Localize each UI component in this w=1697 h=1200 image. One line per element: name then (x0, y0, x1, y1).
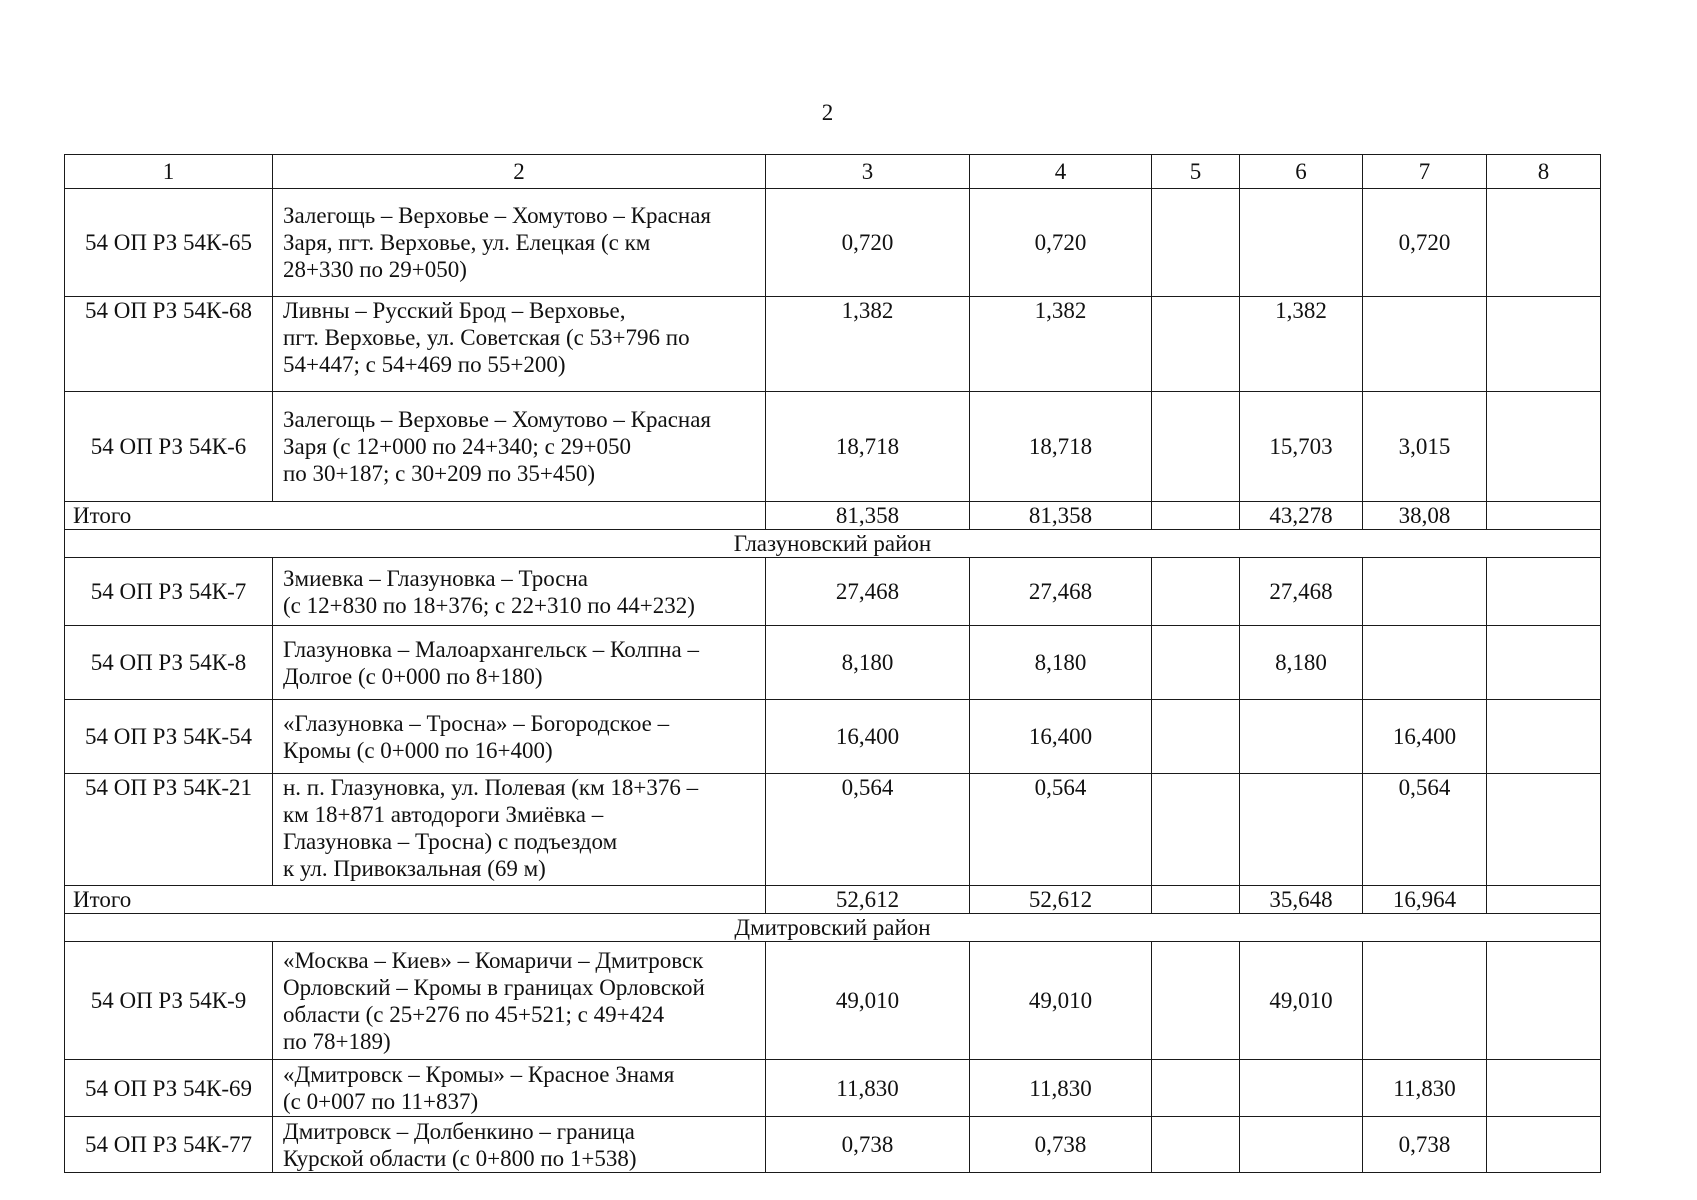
column-header: 8 (1487, 155, 1601, 189)
cell-col4: 0,738 (970, 1117, 1152, 1173)
table-row (65, 189, 1601, 297)
cell-col3: 81,358 (766, 502, 970, 530)
table-header-row (65, 155, 1601, 189)
road-name-line: Долгое (с 0+000 по 8+180) (283, 663, 543, 689)
road-name-line: н. п. Глазуновка, ул. Полевая (км 18+376 – (283, 775, 699, 800)
cell-col6 (1240, 1117, 1363, 1173)
cell-col8 (1487, 942, 1601, 1060)
cell-col7: 0,720 (1363, 189, 1487, 297)
cell-col7: 16,400 (1363, 700, 1487, 774)
road-name (273, 700, 766, 774)
cell-col6: 27,468 (1240, 558, 1363, 626)
cell-col5 (1152, 886, 1240, 914)
cell-col4: 1,382 (970, 297, 1152, 392)
road-code: 54 ОП РЗ 54К-8 (65, 626, 273, 700)
cell-col6 (1240, 700, 1363, 774)
cell-col5 (1152, 774, 1240, 886)
cell-col3: 0,738 (766, 1117, 970, 1173)
cell-col6: 49,010 (1240, 942, 1363, 1060)
cell-col4: 52,612 (970, 886, 1152, 914)
road-name (273, 942, 766, 1060)
cell-col5 (1152, 502, 1240, 530)
cell-col8 (1487, 774, 1601, 886)
road-name (273, 774, 766, 886)
section-row (65, 530, 1601, 558)
road-name (273, 297, 766, 392)
road-code: 54 ОП РЗ 54К-69 (65, 1060, 273, 1117)
cell-col4: 49,010 (970, 942, 1152, 1060)
road-name-line: Заря, пгт. Верховье, ул. Елецкая (с км (283, 230, 651, 255)
road-name (273, 1060, 766, 1117)
cell-col4: 0,564 (970, 774, 1152, 886)
cell-col5 (1152, 626, 1240, 700)
cell-col4: 81,358 (970, 502, 1152, 530)
road-name-line: Курской области (с 0+800 по 1+538) (283, 1145, 637, 1171)
cell-col3: 16,400 (766, 700, 970, 774)
cell-col4: 8,180 (970, 626, 1152, 700)
cell-col7: 0,738 (1363, 1117, 1487, 1173)
cell-col8 (1487, 700, 1601, 774)
cell-col3: 27,468 (766, 558, 970, 626)
section-title: Дмитровский район (65, 914, 1601, 942)
cell-col5 (1152, 1117, 1240, 1173)
cell-col8 (1487, 297, 1601, 392)
cell-col6: 15,703 (1240, 392, 1363, 502)
cell-col7 (1363, 297, 1487, 392)
column-header: 7 (1363, 155, 1487, 189)
road-name-line: Ливны – Русский Брод – Верховье, (283, 298, 626, 323)
cell-col8 (1487, 392, 1601, 502)
total-label: Итого (65, 502, 766, 530)
road-name-line: «Глазуновка – Тросна» – Богородское – (283, 710, 670, 736)
cell-col5 (1152, 1060, 1240, 1117)
cell-col5 (1152, 189, 1240, 297)
cell-col7 (1363, 558, 1487, 626)
cell-col4: 0,720 (970, 189, 1152, 297)
road-name-line: 28+330 по 29+050) (283, 257, 467, 282)
column-header: 2 (273, 155, 766, 189)
total-row (65, 886, 1601, 914)
road-name-line: Залегощь – Верховье – Хомутово – Красная (283, 407, 711, 432)
road-code: 54 ОП РЗ 54К-9 (65, 942, 273, 1060)
cell-col7: 0,564 (1363, 774, 1487, 886)
road-name (273, 558, 766, 626)
column-header: 6 (1240, 155, 1363, 189)
road-code: 54 ОП РЗ 54К-68 (65, 297, 273, 392)
road-code: 54 ОП РЗ 54К-7 (65, 558, 273, 626)
roads-table (64, 154, 1601, 1173)
road-name (273, 626, 766, 700)
cell-col3: 11,830 (766, 1060, 970, 1117)
cell-col6 (1240, 1060, 1363, 1117)
cell-col6: 1,382 (1240, 297, 1363, 392)
table-row (65, 700, 1601, 774)
cell-col6: 8,180 (1240, 626, 1363, 700)
road-code: 54 ОП РЗ 54К-65 (65, 189, 273, 297)
road-code: 54 ОП РЗ 54К-21 (65, 774, 273, 886)
section-row (65, 914, 1601, 942)
cell-col4: 27,468 (970, 558, 1152, 626)
cell-col3: 0,564 (766, 774, 970, 886)
road-name-line: по 30+187; с 30+209 по 35+450) (283, 461, 596, 486)
column-header: 3 (766, 155, 970, 189)
column-header: 5 (1152, 155, 1240, 189)
table-row (65, 297, 1601, 392)
cell-col5 (1152, 297, 1240, 392)
cell-col7 (1363, 942, 1487, 1060)
cell-col5 (1152, 558, 1240, 626)
road-name (273, 1117, 766, 1173)
table-row (65, 1060, 1601, 1117)
table-row (65, 626, 1601, 700)
cell-col5 (1152, 392, 1240, 502)
cell-col5 (1152, 700, 1240, 774)
road-name-line: Змиевка – Глазуновка – Тросна (283, 565, 589, 591)
road-name-line: к ул. Привокзальная (69 м) (283, 856, 546, 881)
table-row (65, 1117, 1601, 1173)
cell-col3: 0,720 (766, 189, 970, 297)
column-header: 1 (65, 155, 273, 189)
road-name-line: Заря (с 12+000 по 24+340; с 29+050 (283, 434, 631, 459)
cell-col4: 16,400 (970, 700, 1152, 774)
road-name-line: Залегощь – Верховье – Хомутово – Красная (283, 203, 711, 228)
road-name-line: км 18+871 автодороги Змиёвка – (283, 802, 604, 827)
cell-col6 (1240, 189, 1363, 297)
road-name-line: пгт. Верховье, ул. Советская (с 53+796 по (283, 325, 690, 350)
cell-col7: 16,964 (1363, 886, 1487, 914)
table-row (65, 392, 1601, 502)
cell-col7: 11,830 (1363, 1060, 1487, 1117)
cell-col8 (1487, 502, 1601, 530)
cell-col8 (1487, 558, 1601, 626)
road-name (273, 189, 766, 297)
cell-col4: 11,830 (970, 1060, 1152, 1117)
column-header: 4 (970, 155, 1152, 189)
cell-col8 (1487, 886, 1601, 914)
road-code: 54 ОП РЗ 54К-77 (65, 1117, 273, 1173)
road-name-line: Глазуновка – Малоархангельск – Колпна – (283, 636, 699, 662)
cell-col3: 18,718 (766, 392, 970, 502)
road-name-line: Глазуновка – Тросна) с подъездом (283, 829, 618, 854)
road-name-line: «Дмитровск – Кромы» – Красное Знамя (283, 1062, 675, 1087)
cell-col6: 35,648 (1240, 886, 1363, 914)
page-number: 2 (821, 100, 834, 125)
cell-col8 (1487, 1117, 1601, 1173)
cell-col8 (1487, 626, 1601, 700)
cell-col4: 18,718 (970, 392, 1152, 502)
cell-col7 (1363, 626, 1487, 700)
road-name-line: 54+447; с 54+469 по 55+200) (283, 352, 566, 377)
cell-col3: 49,010 (766, 942, 970, 1060)
cell-col5 (1152, 942, 1240, 1060)
road-name (273, 392, 766, 502)
road-name-line: Орловский – Кромы в границах Орловской (283, 974, 705, 1000)
road-code: 54 ОП РЗ 54К-6 (65, 392, 273, 502)
cell-col7: 38,08 (1363, 502, 1487, 530)
road-name-line: (с 0+007 по 11+837) (283, 1089, 479, 1114)
cell-col3: 8,180 (766, 626, 970, 700)
table-row (65, 942, 1601, 1060)
total-label: Итого (65, 886, 766, 914)
cell-col8 (1487, 1060, 1601, 1117)
road-code: 54 ОП РЗ 54К-54 (65, 700, 273, 774)
road-name-line: Кромы (с 0+000 по 16+400) (283, 737, 553, 763)
cell-col3: 52,612 (766, 886, 970, 914)
total-row (65, 502, 1601, 530)
road-name-line: «Москва – Киев» – Комаричи – Дмитровск (283, 947, 704, 973)
section-title: Глазуновский район (65, 530, 1601, 558)
cell-col7: 3,015 (1363, 392, 1487, 502)
road-name-line: (с 12+830 по 18+376; с 22+310 по 44+232) (283, 592, 695, 618)
table-row (65, 558, 1601, 626)
road-name-line: Дмитровск – Долбенкино – граница (283, 1118, 635, 1144)
cell-col6: 43,278 (1240, 502, 1363, 530)
road-name-line: области (с 25+276 по 45+521; с 49+424 (283, 1001, 665, 1027)
cell-col6 (1240, 774, 1363, 886)
cell-col8 (1487, 189, 1601, 297)
road-name-line: по 78+189) (283, 1028, 391, 1054)
table-row (65, 774, 1601, 886)
cell-col3: 1,382 (766, 297, 970, 392)
